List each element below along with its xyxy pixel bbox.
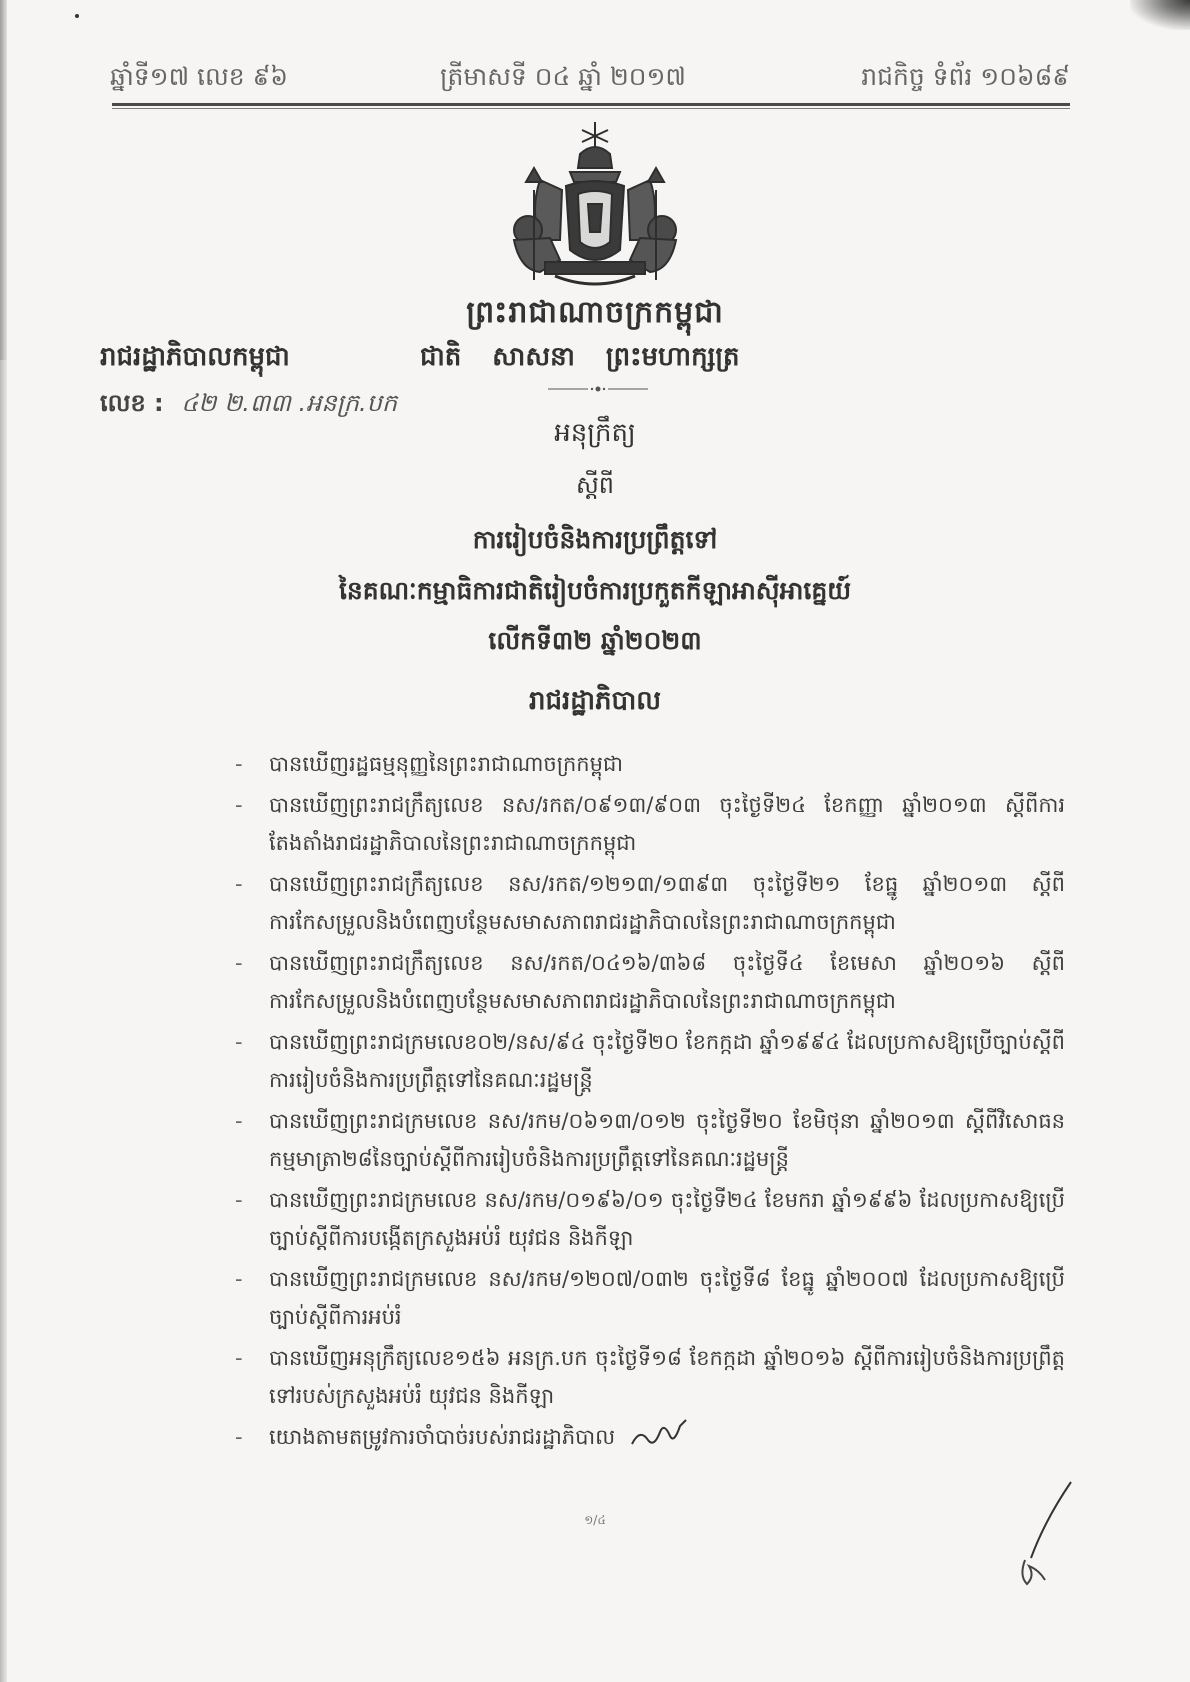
initial-signature-icon	[630, 1418, 690, 1450]
ornament-divider-icon	[548, 386, 648, 392]
list-item: - បានឃើញព្រះរាជក្រមលេខ នស/រកម/០៦១៣/០១២ ចុះថ្ងៃទី២០ ខែមិថុនា ឆ្នាំ២០១៣ ស្តីពីវិសោធនកម្មមាត្រា២៨នៃច្បាប់ស្តីពីការរៀបចំនិងការប្រព្រឹត្តទៅនៃគណៈរដ្ឋមន្ត្រី	[235, 1109, 1065, 1171]
clause-text: បានឃើញព្រះរាជក្រមលេខ នស/រកម/០៦១៣/០១២ ចុះថ្ងៃទី២០ ខែមិថុនា ឆ្នាំ២០១៣ ស្តីពីវិសោធនកម្មមាត្រា២៨នៃច្បាប់ស្តីពីការរៀបចំនិងការប្រព្រឹត្តទៅនៃគណៈរដ្ឋមន្ត្រី	[269, 1109, 1065, 1171]
about-label: ស្តីពី	[575, 471, 615, 499]
issuing-government: រាជរដ្ឋាភិបាលកម្ពុជា	[100, 342, 290, 372]
list-item: - យោងតាមតម្រូវការចាំបាច់របស់រាជរដ្ឋាភិបាល	[235, 1425, 616, 1449]
subject-line: ការរៀបចំនិងការប្រព្រឹត្តទៅ	[472, 525, 718, 554]
clause-text: បានឃើញព្រះរាជក្រមលេខ នស/រកម/១២០៧/០៣២ ចុះថ្ងៃទី៨ ខែធ្នូ ឆ្នាំ២០០៧ ដែលប្រកាសឱ្យប្រើច្បាប់ស្តីពីការអប់រំ	[269, 1267, 1065, 1329]
list-item: - បានឃើញព្រះរាជក្រឹត្យលេខ នស/រកត/០៤១៦/៣៦៨ ចុះថ្ងៃទី៤ ខែមេសា ឆ្នាំ២០១៦ ស្តីពីការកែសម្រួលនិងបំពេញបន្ថែមសមាសភាពរាជរដ្ឋាភិបាលនៃព្រះរាជាណាចក្រកម្ពុជា	[235, 951, 1065, 1013]
gazette-header	[110, 56, 1070, 96]
clause-text: បានឃើញព្រះរាជក្រមលេខ០២/នស/៩៤ ចុះថ្ងៃទី២០ ខែកក្កដា ឆ្នាំ១៩៩៤ ដែលប្រកាសឱ្យប្រើច្បាប់ស្តីពីការរៀបចំនិងការប្រព្រឹត្តទៅនៃគណៈរដ្ឋមន្ត្រី	[269, 1030, 1065, 1092]
list-item: - បានឃើញរដ្ឋធម្មនុញ្ញនៃព្រះរាជាណាចក្រកម្ពុជា	[235, 752, 623, 776]
list-item: - បានឃើញព្រះរាជក្រឹត្យលេខ នស/រកត/១២១៣/១៣៩៣ ចុះថ្ងៃទី២១ ខែធ្នូ ឆ្នាំ២០១៣ ស្តីពីការកែសម្រួលនិងបំពេញបន្ថែមសមាសភាពរាជរដ្ឋាភិបាលនៃព្រះរាជាណាចក្រកម្ពុជា	[235, 872, 1065, 934]
clause-text: បានឃើញព្រះរាជក្រមលេខ នស/រកម/០១៩៦/០១ ចុះថ្ងៃទី២៤ ខែមករា ឆ្នាំ១៩៩៦ ដែលប្រកាសឱ្យប្រើច្បាប់ស្តីពីការបង្កើតក្រសួងអប់រំ យុវជន និងកីឡា	[269, 1188, 1065, 1250]
national-motto: ជាតិ សាសនា ព្រះមហាក្សត្រ	[420, 342, 740, 372]
clause-text: បានឃើញព្រះរាជក្រឹត្យលេខ នស/រកត/០៩១៣/៩០៣ ចុះថ្ងៃទី២៤ ខែកញ្ញា ឆ្នាំ២០១៣ ស្តីពីការតែងតាំងរាជរដ្ឋាភិបាលនៃព្រះរាជាណាចក្រកម្ពុជា	[269, 793, 1065, 855]
list-item: - បានឃើញអនុក្រឹត្យលេខ១៥៦ អនក្រ.បក ចុះថ្ងៃទី១៨ ខែកក្កដា ឆ្នាំ២០១៦ ស្តីពីការរៀបចំនិងការប្រព្រឹត្តទៅរបស់ក្រសួងអប់រំ យុវជន និងកីឡា	[235, 1346, 1065, 1408]
list-item: - បានឃើញព្រះរាជក្រឹត្យលេខ នស/រកត/០៩១៣/៩០៣ ចុះថ្ងៃទី២៤ ខែកញ្ញា ឆ្នាំ២០១៣ ស្តីពីការតែងតាំងរាជរដ្ឋាភិបាលនៃព្រះរាជាណាចក្រកម្ពុជា	[235, 793, 1065, 855]
scan-speck	[75, 14, 79, 18]
preamble-clauses	[235, 745, 1065, 1459]
clause-text: យោងតាមតម្រូវការចាំបាច់របស់រាជរដ្ឋាភិបាល	[269, 1425, 616, 1449]
list-item: - បានឃើញព្រះរាជក្រមលេខ នស/រកម/១២០៧/០៣២ ចុះថ្ងៃទី៨ ខែធ្នូ ឆ្នាំ២០០៧ ដែលប្រកាសឱ្យប្រើច្បាប់ស្តីពីការអប់រំ	[235, 1267, 1065, 1329]
gazette-quarter: ត្រីមាសទី ០៤ ឆ្នាំ ២០១៧	[440, 62, 686, 91]
clause-text: បានឃើញព្រះរាជក្រឹត្យលេខ នស/រកត/០៤១៦/៣៦៨ ចុះថ្ងៃទី៤ ខែមេសា ឆ្នាំ២០១៦ ស្តីពីការកែសម្រួលនិងបំពេញបន្ថែមសមាសភាពរាជរដ្ឋាភិបាលនៃព្រះរាជាណាចក្រកម្ពុជា	[269, 951, 1065, 1013]
clause-text: បានឃើញរដ្ឋធម្មនុញ្ញនៃព្រះរាជាណាចក្រកម្ពុជា	[269, 752, 623, 776]
margin-initials-icon	[1005, 1480, 1075, 1590]
gazette-issue: ឆ្នាំទី១៧ លេខ ៩៦	[110, 62, 289, 91]
subject-line: លើកទី៣២ ឆ្នាំ២០២៣	[488, 626, 702, 655]
kingdom-title: ព្រះរាជាណាចក្រកម្ពុជា	[466, 295, 724, 330]
gazette-page-ref: រាជកិច្ច ទំព័រ ១០៦៨៩	[861, 62, 1070, 91]
clause-text: បានឃើញអនុក្រឹត្យលេខ១៥៦ អនក្រ.បក ចុះថ្ងៃទី១៨ ខែកក្កដា ឆ្នាំ២០១៦ ស្តីពីការរៀបចំនិងការប្រព្រឹត្តទៅរបស់ក្រសួងអប់រំ យុវជន និងកីឡា	[269, 1346, 1065, 1408]
header-rule	[112, 103, 1070, 106]
scan-corner-shadow	[1130, 0, 1190, 30]
list-item: - បានឃើញព្រះរាជក្រមលេខ នស/រកម/០១៩៦/០១ ចុះថ្ងៃទី២៤ ខែមករា ឆ្នាំ១៩៩៦ ដែលប្រកាសឱ្យប្រើច្បាប់ស្តីពីការបង្កើតក្រសួងអប់រំ យុវជន និងកីឡា	[235, 1188, 1065, 1250]
header-rule-thin	[112, 108, 1070, 109]
document-number-label: លេខ :	[100, 389, 164, 417]
list-item: - បានឃើញព្រះរាជក្រមលេខ០២/នស/៩៤ ចុះថ្ងៃទី២០ ខែកក្កដា ឆ្នាំ១៩៩៤ ដែលប្រកាសឱ្យប្រើច្បាប់ស្តីពីការរៀបចំនិងការប្រព្រឹត្តទៅនៃគណៈរដ្ឋមន្ត្រី	[235, 1030, 1065, 1092]
royal-arms-emblem-icon	[500, 120, 690, 295]
clause-text: បានឃើញព្រះរាជក្រឹត្យលេខ នស/រកត/១២១៣/១៣៩៣ ចុះថ្ងៃទី២១ ខែធ្នូ ឆ្នាំ២០១៣ ស្តីពីការកែសម្រួលនិងបំពេញបន្ថែមសមាសភាពរាជរដ្ឋាភិបាលនៃព្រះរាជាណាចក្រកម្ពុជា	[269, 872, 1065, 934]
subject-line: នៃគណៈកម្មាធិការជាតិរៀបចំការប្រកួតកីឡាអាស៊ីអាគ្នេយ៍	[338, 576, 852, 605]
page-number: ១/៤	[584, 1513, 606, 1527]
document-number-value: ៤២ ២.៣៣ .អនក្រ.បក	[181, 389, 398, 417]
issuer-heading: រាជរដ្ឋាភិបាល	[528, 686, 662, 716]
document-type: អនុក្រឹត្យ	[554, 418, 636, 448]
